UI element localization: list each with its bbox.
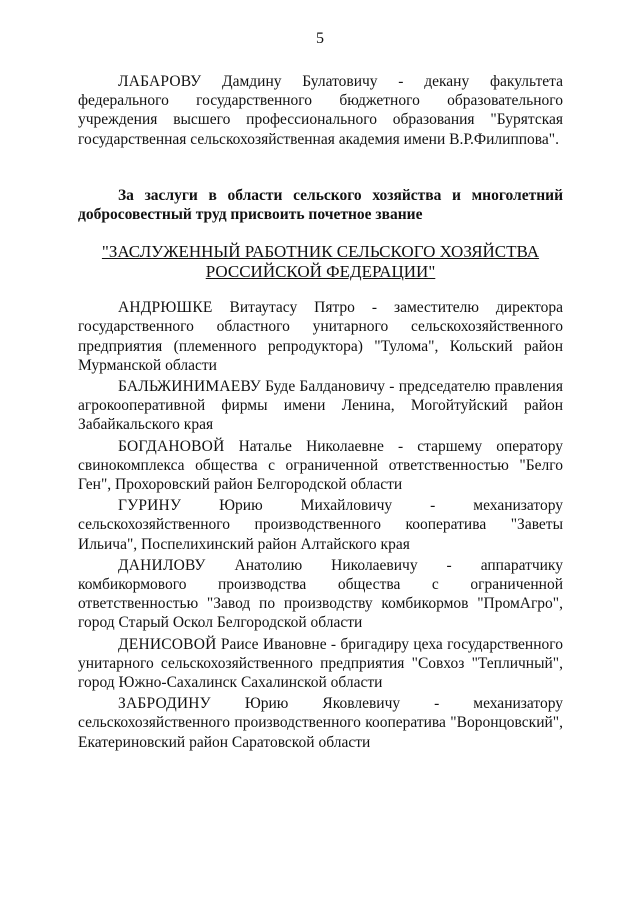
award-entry [78,496,563,554]
award-entry [78,377,563,435]
award-entry [78,556,563,633]
spacer [78,224,563,242]
entry-text: Раисе Ивановне - бригадиру цеха государственного унитарного сельскохозяйственного предприятия "Совхоз "Тепличный", город Южно-Сахалинск Сахалинской области [78,635,563,692]
entry-text: Наталье Николаевне - старшему оператору свинокомплекса общества с ограниченной ответственностью "Белго Ген", Прохоровский район Белгородской области [78,437,563,494]
entry-surname: ЛАБАРОВУ [118,73,202,90]
award-entry-intro [78,72,563,149]
document-body [78,72,563,754]
honorary-title-line-1: "ЗАСЛУЖЕННЫЙ РАБОТНИК СЕЛЬСКОГО ХОЗЯЙСТВА [101,242,540,262]
entry-text: Витаутасу Пятро - заместителю директора государственного областного унитарного сельскохозяйственного предприятия (племенного репродуктора) "Тулома", Кольский район Мурманской области [78,299,563,374]
honorary-title-line-2: РОССИЙСКОЙ ФЕДЕРАЦИИ" [205,262,436,282]
entry-surname: АНДРЮШКЕ [118,299,213,317]
page-number: 5 [316,30,324,47]
award-entry [78,437,563,495]
award-entry [78,694,563,752]
award-entry [78,635,563,693]
entry-text: Юрию Михайловичу - механизатору сельскохозяйственного производственного кооператива "Заветы Ильича", Поспелихинский район Алтайского края [78,497,563,553]
entry-surname: БОГДАНОВОЙ [118,437,225,455]
entry-surname: БАЛЬЖИНИМАЕВУ [118,378,261,396]
entry-surname: ДАНИЛОВУ [118,556,206,574]
entry-text: Юрию Яковлевичу - механизатору сельскохозяйственного производственного кооператива "Воронцовский", Екатериновский район Саратовской области [78,695,563,751]
spacer [78,282,563,298]
spacer [78,149,563,186]
entry-text: Анатолию Николаевичу - аппаратчику комбикормового производства общества с ограниченной ответственностью "Завод по производству комбикормов "ПромАгро", город Старый Оскол Белгородской области [78,556,563,632]
award-entry [78,298,563,375]
entry-surname: ДЕНИСОВОЙ [118,635,217,653]
decree-text: За заслуги в области сельского хозяйства и многолетний добросовестный труд присвоить почетное звание [78,186,563,224]
entry-surname: ЗАБРОДИНУ [118,695,211,713]
entry-surname: ГУРИНУ [118,497,182,515]
entry-text: Дамдину Булатовичу - декану факультета федерального государственного бюджетного образовательного учреждения высшего профессионального образования "Бурятская государственная сельскохозяйственная академия имени В.Р.Филиппова". [78,73,563,148]
entry-text: Буде Балдановичу - председателю правления агрокооперативной фирмы имени Ленина, Могойтуйский район Забайкальского края [78,378,563,434]
